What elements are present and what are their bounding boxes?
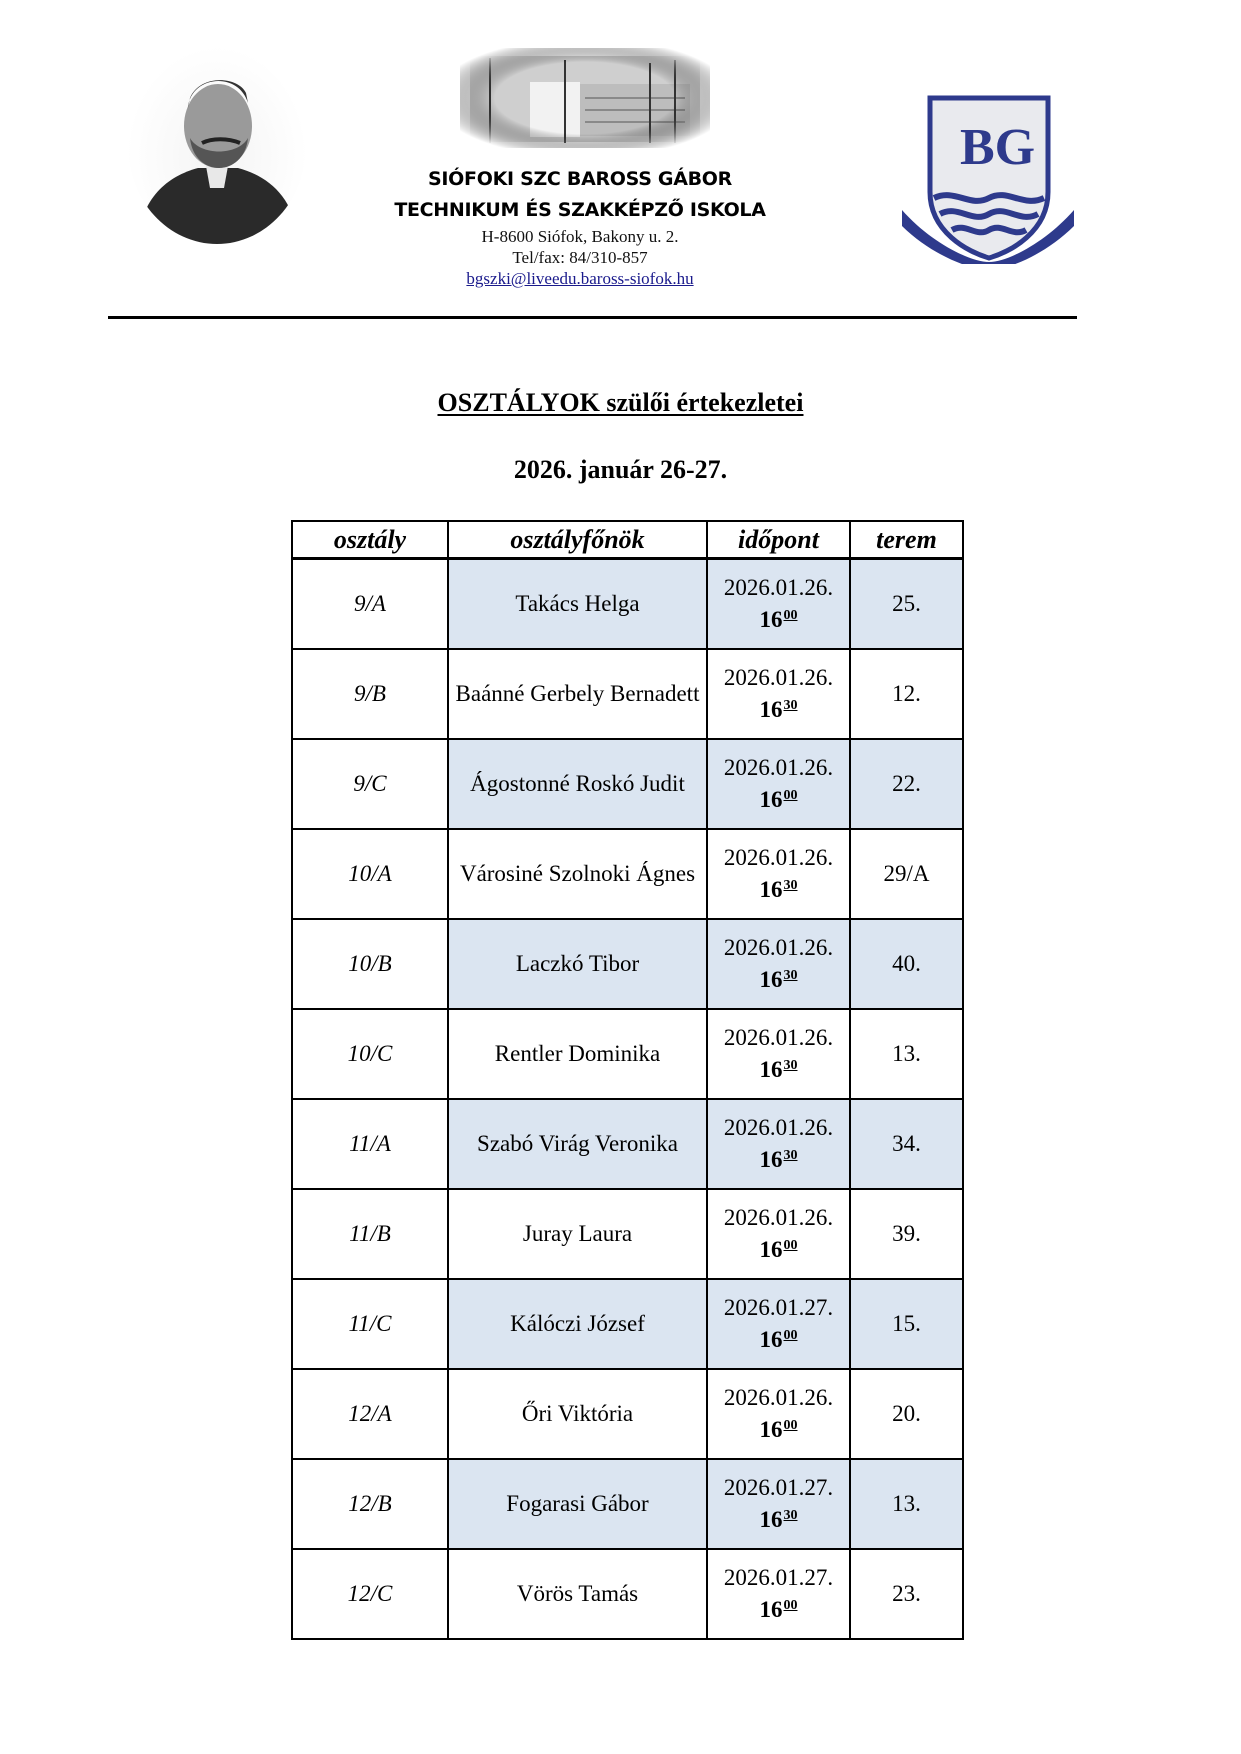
- teacher-cell: Vörös Tamás: [448, 1549, 707, 1639]
- room-cell: 39.: [850, 1189, 963, 1279]
- meeting-hour: 16: [759, 1057, 783, 1082]
- school-building-image: [460, 48, 710, 148]
- class-cell: 10/C: [292, 1009, 448, 1099]
- time-cell: [707, 919, 850, 1009]
- table-row: [292, 1009, 963, 1099]
- class-cell: 12/A: [292, 1369, 448, 1459]
- table-row: [292, 1099, 963, 1189]
- meeting-date: 2026.01.27.: [723, 1295, 834, 1320]
- teacher-cell: Takács Helga: [448, 559, 707, 650]
- meeting-minute: 00: [783, 1598, 798, 1613]
- class-cell: 9/B: [292, 649, 448, 739]
- room-cell: 25.: [850, 559, 963, 650]
- table-row: [292, 739, 963, 829]
- table-row: [292, 1549, 963, 1639]
- meeting-date: 2026.01.26.: [723, 935, 834, 960]
- meeting-hour: 16: [759, 1147, 783, 1172]
- document-date-range: 2026. január 26-27.: [513, 455, 728, 484]
- teacher-cell: Szabó Virág Veronika: [448, 1099, 707, 1189]
- school-address: H-8600 Siófok, Bakony u. 2.: [481, 227, 679, 246]
- room-cell: 12.: [850, 649, 963, 739]
- time-cell: [707, 559, 850, 650]
- svg-text:BG: BG: [960, 119, 1036, 176]
- teacher-cell: Fogarasi Gábor: [448, 1459, 707, 1549]
- meeting-hour: 16: [759, 1327, 783, 1352]
- class-cell: 9/C: [292, 739, 448, 829]
- title-rest: szülői értekezletei: [599, 388, 804, 417]
- room-cell: 20.: [850, 1369, 963, 1459]
- meeting-time: [708, 782, 849, 814]
- time-cell: [707, 829, 850, 919]
- meeting-hour: 16: [759, 697, 783, 722]
- teacher-cell: Ágostonné Roskó Judit: [448, 739, 707, 829]
- teacher-cell: Baánné Gerbely Bernadett: [448, 649, 707, 739]
- meeting-minute: 30: [783, 878, 798, 893]
- room-cell: 34.: [850, 1099, 963, 1189]
- table-row: [292, 1189, 963, 1279]
- school-name-line1: SIÓFOKI SZC BAROSS GÁBOR: [428, 168, 732, 190]
- class-cell: 12/C: [292, 1549, 448, 1639]
- class-cell: 11/A: [292, 1099, 448, 1189]
- meeting-date: 2026.01.26.: [723, 1025, 834, 1050]
- founder-portrait-image: [128, 48, 306, 244]
- school-email-link[interactable]: bgszki@liveedu.baross-siofok.hu: [466, 269, 694, 288]
- document-title: [0, 388, 1241, 418]
- meeting-date: 2026.01.26.: [723, 845, 834, 870]
- meeting-time: [708, 1232, 849, 1264]
- room-cell: 22.: [850, 739, 963, 829]
- meeting-time: [708, 692, 849, 724]
- meeting-hour: 16: [759, 877, 783, 902]
- meeting-time: [708, 962, 849, 994]
- time-cell: [707, 739, 850, 829]
- meeting-hour: 16: [759, 787, 783, 812]
- meeting-minute: 00: [783, 788, 798, 803]
- header-divider: [108, 316, 1077, 319]
- meeting-hour: 16: [759, 607, 783, 632]
- parent-meeting-schedule-table: [291, 520, 964, 1640]
- meeting-date: 2026.01.26.: [723, 575, 834, 600]
- teacher-cell: Juray Laura: [448, 1189, 707, 1279]
- room-cell: 15.: [850, 1279, 963, 1369]
- teacher-cell: Kálóczi József: [448, 1279, 707, 1369]
- time-cell: [707, 1459, 850, 1549]
- room-cell: 29/A: [850, 829, 963, 919]
- school-phone: Tel/fax: 84/310-857: [512, 248, 648, 267]
- class-cell: 11/C: [292, 1279, 448, 1369]
- school-header: [380, 164, 780, 289]
- class-cell: 11/B: [292, 1189, 448, 1279]
- meeting-date: 2026.01.26.: [723, 755, 834, 780]
- meeting-minute: 30: [783, 968, 798, 983]
- meeting-minute: 30: [783, 1508, 798, 1523]
- table-row: [292, 829, 963, 919]
- meeting-date: 2026.01.27.: [723, 1565, 834, 1590]
- table-row: [292, 1459, 963, 1549]
- class-cell: 9/A: [292, 559, 448, 650]
- school-name-line2: TECHNIKUM ÉS SZAKKÉPZŐ ISKOLA: [394, 199, 766, 221]
- time-cell: [707, 649, 850, 739]
- table-row: [292, 559, 963, 650]
- meeting-time: [708, 602, 849, 634]
- meeting-minute: 30: [783, 1148, 798, 1163]
- time-cell: [707, 1009, 850, 1099]
- meeting-hour: 16: [759, 1417, 783, 1442]
- class-cell: 10/B: [292, 919, 448, 1009]
- table-row: [292, 919, 963, 1009]
- time-cell: [707, 1279, 850, 1369]
- table-header-row: [292, 521, 963, 559]
- column-header-room: terem: [850, 521, 963, 559]
- class-cell: 12/B: [292, 1459, 448, 1549]
- teacher-cell: Rentler Dominika: [448, 1009, 707, 1099]
- room-cell: 13.: [850, 1459, 963, 1549]
- meeting-minute: 30: [783, 1058, 798, 1073]
- meeting-time: [708, 1322, 849, 1354]
- title-bold-part: OSZTÁLYOK: [437, 388, 600, 417]
- meeting-time: [708, 1502, 849, 1534]
- meeting-minute: 00: [783, 608, 798, 623]
- column-header-teacher: osztályfőnök: [448, 521, 707, 559]
- teacher-cell: Városiné Szolnoki Ágnes: [448, 829, 707, 919]
- meeting-date: 2026.01.26.: [723, 1115, 834, 1140]
- meeting-time: [708, 1052, 849, 1084]
- meeting-date: 2026.01.26.: [723, 1385, 834, 1410]
- table-row: [292, 1279, 963, 1369]
- meeting-hour: 16: [759, 1237, 783, 1262]
- meeting-date: 2026.01.26.: [723, 1205, 834, 1230]
- room-cell: 13.: [850, 1009, 963, 1099]
- meeting-time: [708, 1142, 849, 1174]
- table-row: [292, 649, 963, 739]
- room-cell: 23.: [850, 1549, 963, 1639]
- meeting-time: [708, 1592, 849, 1624]
- meeting-date: 2026.01.27.: [723, 1475, 834, 1500]
- meeting-hour: 16: [759, 1597, 783, 1622]
- meeting-minute: 00: [783, 1418, 798, 1433]
- teacher-cell: Laczkó Tibor: [448, 919, 707, 1009]
- time-cell: [707, 1189, 850, 1279]
- meeting-hour: 16: [759, 967, 783, 992]
- time-cell: [707, 1099, 850, 1189]
- meeting-minute: 30: [783, 698, 798, 713]
- time-cell: [707, 1549, 850, 1639]
- class-cell: 10/A: [292, 829, 448, 919]
- meeting-time: [708, 1412, 849, 1444]
- meeting-time: [708, 872, 849, 904]
- meeting-minute: 00: [783, 1238, 798, 1253]
- table-row: [292, 1369, 963, 1459]
- meeting-hour: 16: [759, 1507, 783, 1532]
- school-crest-logo: [900, 92, 1076, 264]
- time-cell: [707, 1369, 850, 1459]
- column-header-time: időpont: [707, 521, 850, 559]
- meeting-date: 2026.01.26.: [723, 665, 834, 690]
- teacher-cell: Őri Viktória: [448, 1369, 707, 1459]
- room-cell: 40.: [850, 919, 963, 1009]
- meeting-minute: 00: [783, 1328, 798, 1343]
- column-header-class: osztály: [292, 521, 448, 559]
